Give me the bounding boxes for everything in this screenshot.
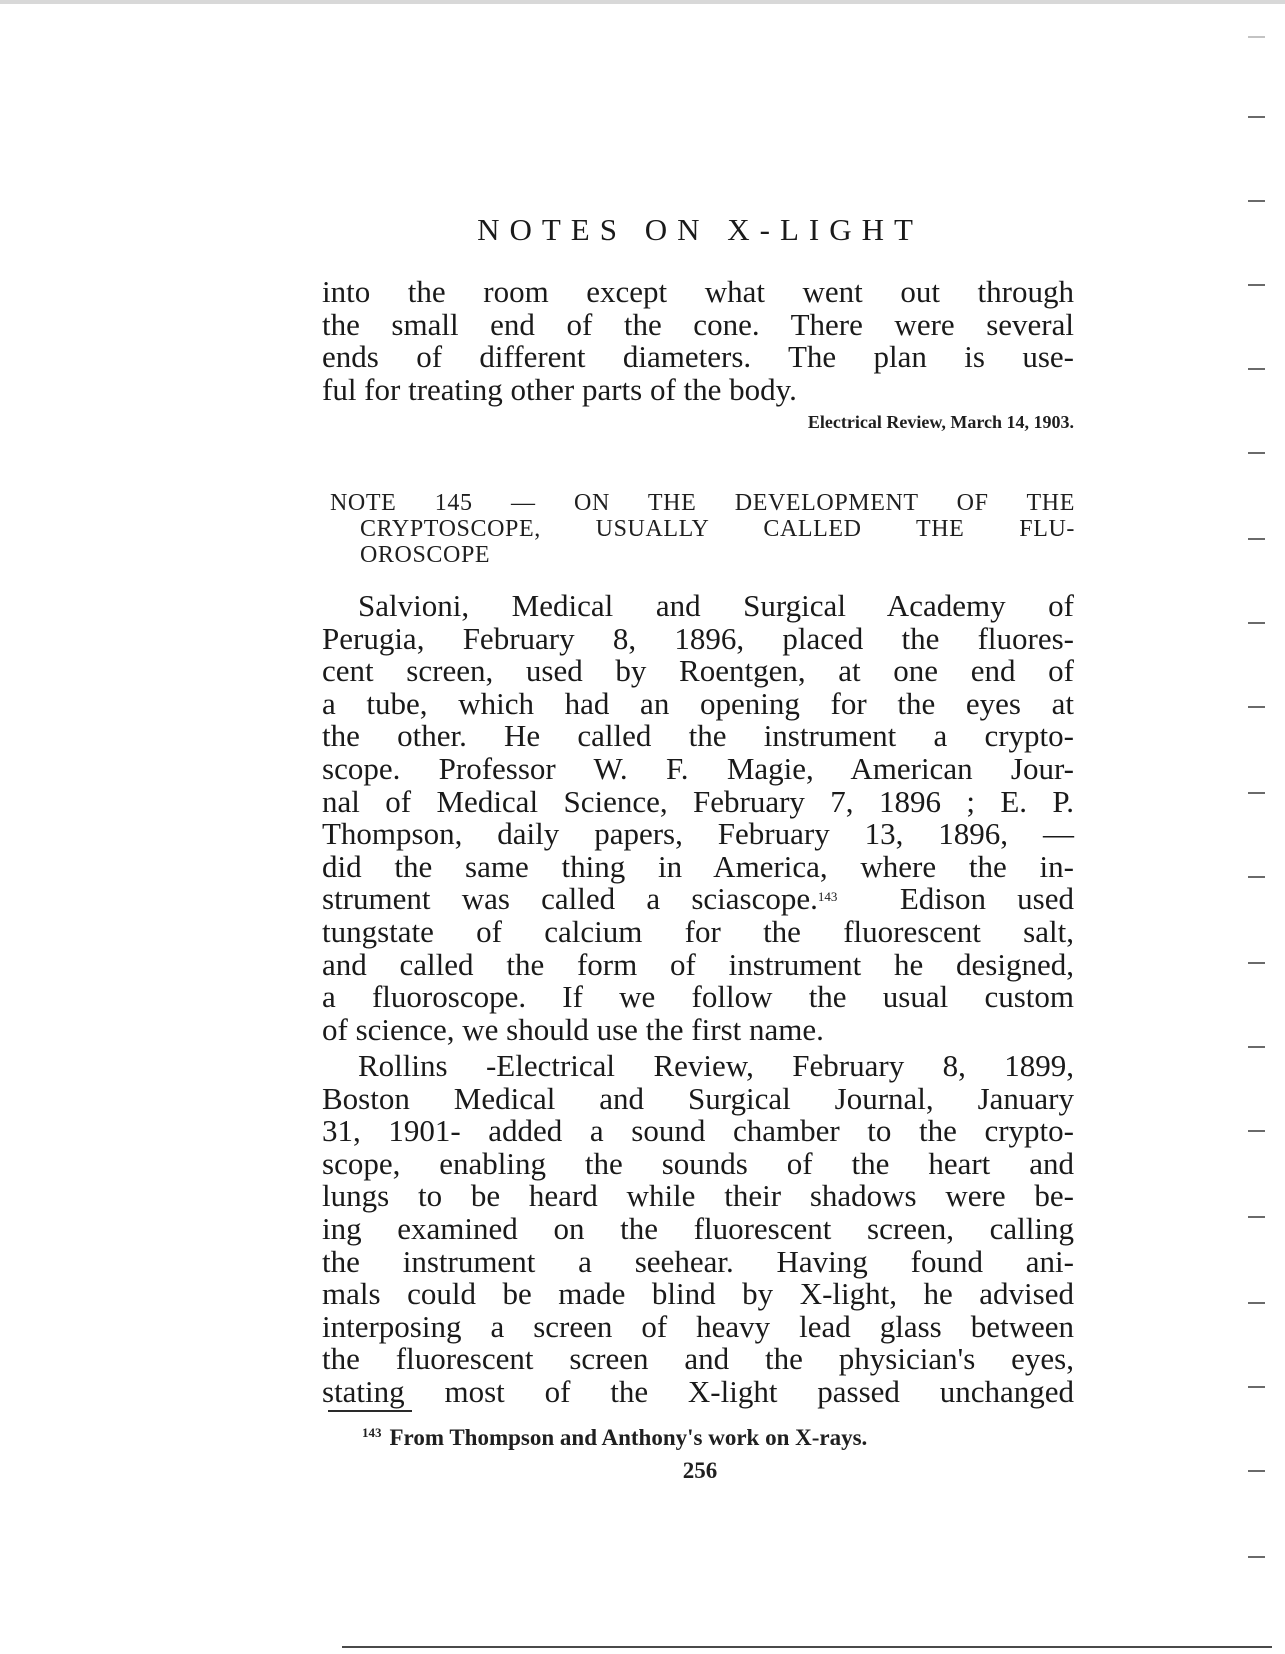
footnote-divider [328, 1410, 412, 1412]
text-line: mals could be made blind by X-light, he advised [322, 1276, 1074, 1312]
text-line: Rollins -Electrical Review, February 8, 1899, [358, 1048, 1074, 1083]
text-line: scope. Professor W. F. Magie, American Jour- [322, 750, 1074, 786]
text-line: ends of different diameters. The plan is use- [322, 339, 1074, 375]
paragraph-salvioni [322, 590, 1074, 1046]
scan-edge-mark [1248, 622, 1265, 624]
scan-edge-mark [1248, 538, 1265, 540]
text-segment: Edison used [837, 881, 1074, 917]
footnote-marker: 143 [817, 889, 838, 905]
running-head: NOTES ON X-LIGHT [477, 212, 923, 247]
text-line: Perugia, February 8, 1896, placed the fluores- [322, 620, 1074, 656]
scan-edge-mark [1248, 876, 1265, 878]
text-line: the small end of the cone. There were several [322, 306, 1074, 342]
page-number: 256 [682, 1458, 718, 1483]
scan-bottom-edge [342, 1646, 1272, 1648]
scan-edge-mark [1248, 1386, 1265, 1388]
text-line: the instrument a seehear. Having found ani- [322, 1243, 1074, 1279]
text-line: into the room except what went out through [322, 274, 1074, 309]
text-line: a tube, which had an opening for the eyes at [322, 685, 1074, 721]
scan-top-edge [0, 0, 1285, 4]
text-line: ful for treating other parts of the body. [322, 371, 797, 407]
heading-line: OROSCOPE [360, 542, 491, 568]
scan-edge-mark [1248, 200, 1265, 202]
text-line: scope, enabling the sounds of the heart and [322, 1145, 1074, 1181]
heading-line: NOTE 145 — ON THE DEVELOPMENT OF THE [330, 490, 1075, 516]
intro-paragraph [322, 276, 1074, 406]
text-line: nal of Medical Science, February 7, 1896 ; E. P. [322, 783, 1074, 819]
scan-edge-mark [1248, 1046, 1265, 1048]
scan-edge-mark [1248, 452, 1265, 454]
footnote-number: 143 [362, 1425, 382, 1440]
text-line: Salvioni, Medical and Surgical Academy of [358, 588, 1074, 623]
scan-edge-mark [1248, 1216, 1265, 1218]
text-line: the other. He called the instrument a crypto- [322, 718, 1074, 754]
text-segment: strument was called a sciascope. [322, 881, 818, 917]
text-line: cent screen, used by Roentgen, at one end of [322, 653, 1074, 689]
footnote-text: From Thompson and Anthony's work on X-rays. [389, 1425, 868, 1450]
scan-edge-mark [1248, 1556, 1265, 1558]
scan-edge-mark [1248, 1130, 1265, 1132]
scan-edge-mark [1248, 36, 1265, 38]
text-line: tungstate of calcium for the fluorescent salt, [322, 913, 1074, 949]
text-line: stating most of the X-light passed unchanged [322, 1373, 1074, 1409]
scan-edge-mark [1248, 962, 1265, 964]
scan-edge-mark [1248, 116, 1265, 118]
scan-edge-mark [1248, 706, 1265, 708]
scan-edge-mark [1248, 1302, 1265, 1304]
text-line-with-footnote [322, 883, 1074, 916]
text-line: interposing a screen of heavy lead glass between [322, 1308, 1074, 1344]
scan-edge-mark [1248, 284, 1265, 286]
text-line: Thompson, daily papers, February 13, 1896, — [322, 816, 1074, 852]
text-line: of science, we should use the first name. [322, 1011, 824, 1047]
text-line: and called the form of instrument he designed, [322, 946, 1074, 982]
note-heading [330, 490, 1075, 568]
scan-edge-mark [1248, 1470, 1265, 1472]
text-line: did the same thing in America, where the in- [322, 848, 1074, 884]
heading-line: CRYPTOSCOPE, USUALLY CALLED THE FLU- [360, 516, 1075, 542]
text-line: the fluorescent screen and the physician's eyes, [322, 1341, 1074, 1377]
paragraph-rollins [322, 1050, 1074, 1409]
text-line: lungs to be heard while their shadows were be- [322, 1178, 1074, 1214]
footnote [362, 1425, 1062, 1451]
scan-edge-mark [1248, 368, 1265, 370]
citation: Electrical Review, March 14, 1903. [807, 412, 1074, 432]
text-line: Boston Medical and Surgical Journal, January [322, 1080, 1074, 1116]
text-line: a fluoroscope. If we follow the usual custom [322, 979, 1074, 1015]
text-line: ing examined on the fluorescent screen, calling [322, 1210, 1074, 1246]
scan-edge-mark [1248, 792, 1265, 794]
text-line: 31, 1901- added a sound chamber to the crypto- [322, 1113, 1074, 1149]
